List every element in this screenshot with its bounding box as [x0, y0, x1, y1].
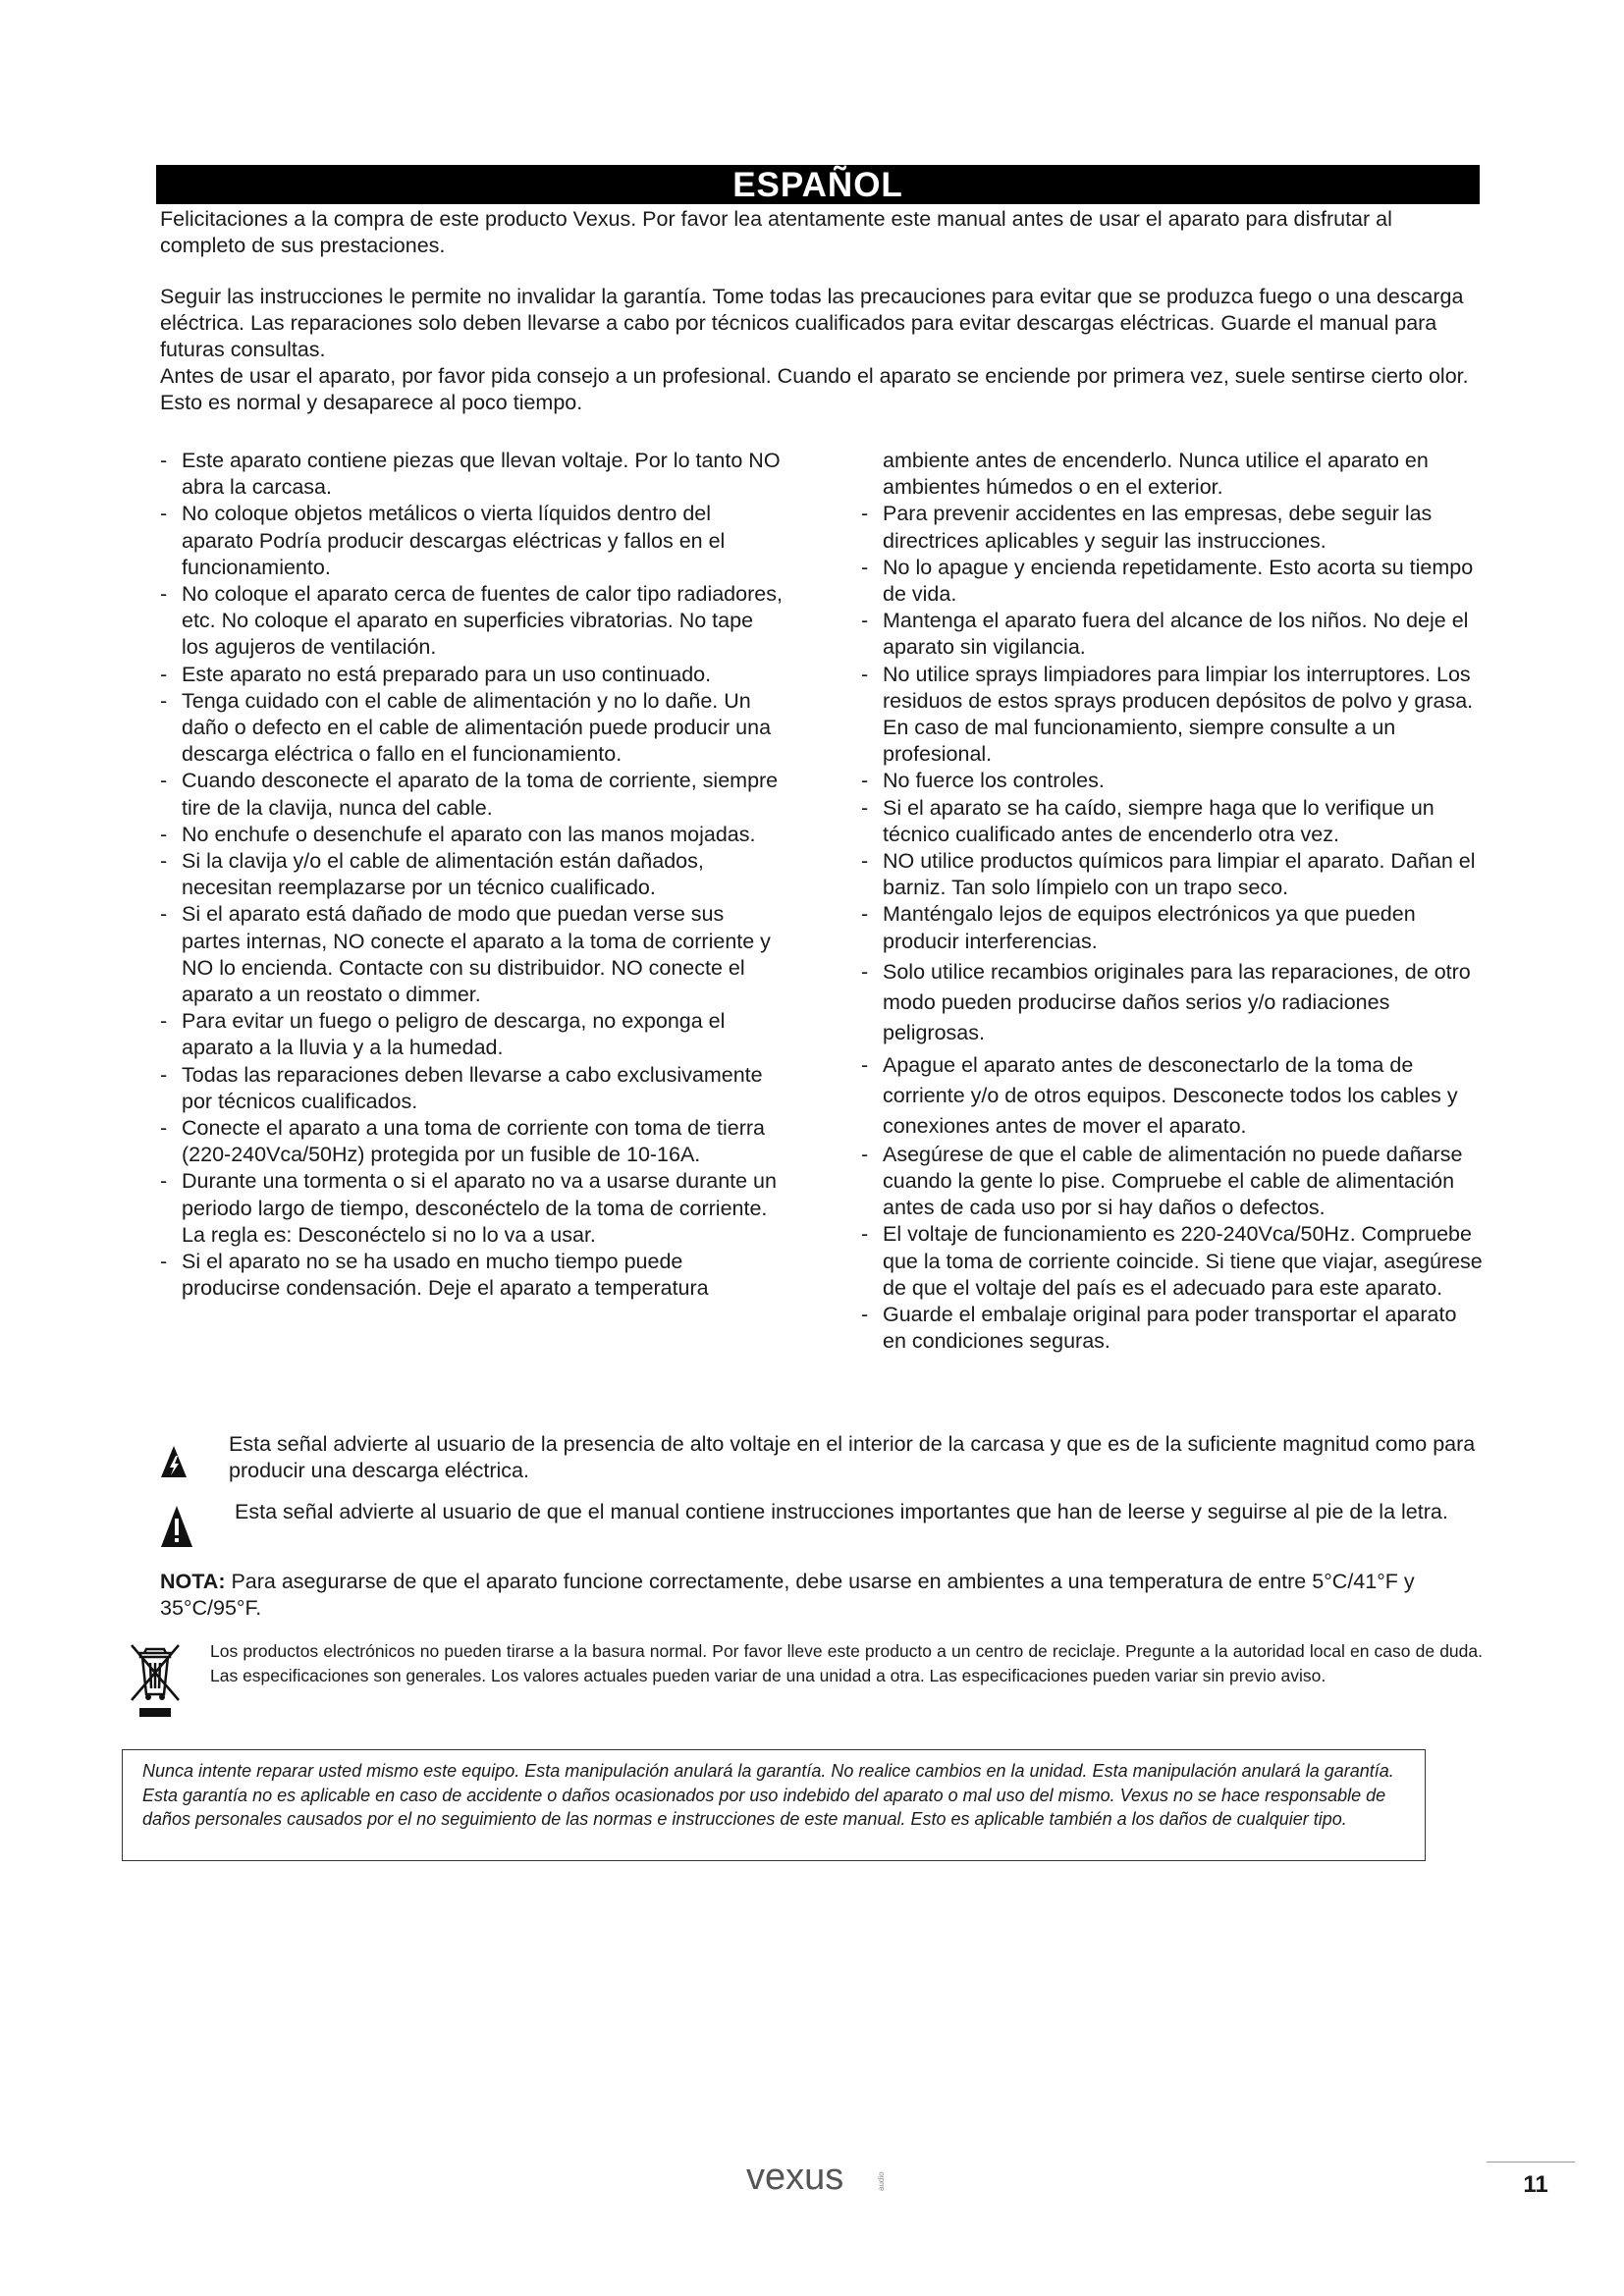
- safety-item: - Apague el aparato antes de desconectarlo de la toma de corriente y/o de otros equipos. Desconecte todos los cables y conexiones antes de mover el aparato.: [861, 1050, 1485, 1142]
- logo-sub: audio: [877, 2171, 886, 2191]
- safety-list-left: [160, 448, 784, 1303]
- vexus-logo: [746, 2156, 893, 2195]
- safety-item: - Tenga cuidado con el cable de alimentación y no lo dañe. Un daño o defecto en el cable de alimentación puede producir una descarga eléctrica o fallo en el funcionamiento.: [160, 688, 784, 769]
- safety-item: - El voltaje de funcionamiento es 220-240Vca/50Hz. Compruebe que la toma de corriente coincide. Si tiene que viajar, asegúrese de que el voltaje del país es el adecuado para este aparato.: [861, 1221, 1485, 1302]
- safety-item: - Guarde el embalaje original para poder transportar el aparato en condiciones seguras.: [861, 1302, 1485, 1355]
- intro-text-1: Felicitaciones a la compra de este producto Vexus. Por favor lea atentamente este manual antes de usar el aparato para disfrutar al completo de sus prestaciones.: [160, 207, 1392, 257]
- crossed-out-bin-icon: [128, 1639, 183, 1720]
- safety-list-right: [861, 448, 1485, 1355]
- safety-item: - Todas las reparaciones deben llevarse a cabo exclusivamente por técnicos cualificados.: [160, 1062, 784, 1115]
- safety-item: - No utilice sprays limpiadores para limpiar los interruptores. Los residuos de estos sprays producen depósitos de polvo y grasa. En caso de mal funcionamiento, siempre consulte a un profesional.: [861, 662, 1485, 769]
- intro-text-2: Seguir las instrucciones le permite no invalidar la garantía. Tome todas las precauciones para evitar que se produzca fuego o una descarga eléctrica. Las reparaciones solo deben llevarse a cabo por técnicos cualificados para evitar descargas eléctricas. Guarde el manual para futuras consultas.: [160, 285, 1464, 361]
- exclamation-warning-icon: [160, 1505, 193, 1548]
- safety-item: - NO utilice productos químicos para limpiar el aparato. Dañan el barniz. Tan solo límpielo con un trapo seco.: [861, 848, 1485, 901]
- safety-item: - Si el aparato se ha caído, siempre haga que lo verifique un técnico cualificado antes de encenderlo otra vez.: [861, 795, 1485, 848]
- temperature-note: [160, 1569, 1476, 1622]
- safety-item: - Si el aparato está dañado de modo que puedan verse sus partes internas, NO conecte el aparato a la toma de corriente y NO lo encienda. Contacte con su distribuidor. NO conecte el aparato a un reostato o dimmer.: [160, 901, 784, 1008]
- safety-item: - No enchufe o desenchufe el aparato con las manos mojadas.: [160, 822, 784, 848]
- safety-item-continued: ambiente antes de encenderlo. Nunca utilice el aparato en ambientes húmedos o en el exterior.: [883, 449, 1429, 500]
- page-number-rule: [1487, 2162, 1575, 2163]
- safety-item: - Conecte el aparato a una toma de corriente con toma de tierra (220-240Vca/50Hz) protegida por un fusible de 10-16A.: [160, 1115, 784, 1168]
- section-title-bar: ESPAÑOL: [156, 165, 1480, 204]
- safety-item: - Para prevenir accidentes en las empresas, debe seguir las directrices aplicables y seguir las instrucciones.: [861, 501, 1485, 554]
- instructions-warning: [160, 1499, 1476, 1558]
- recycling-text: Los productos electrónicos no pueden tirarse a la basura normal. Por favor lleve este producto a un centro de reciclaje. Pregunte a la autoridad local en caso de duda. Las especificaciones son generales. Los valores actuales pueden variar de una unidad a otra. Las especificaciones pueden variar sin previo aviso.: [210, 1641, 1483, 1685]
- safety-item: - No lo apague y encienda repetidamente. Esto acorta su tiempo de vida.: [861, 555, 1485, 608]
- intro-text-3: Antes de usar el aparato, por favor pida consejo a un profesional. Cuando el aparato se enciende por primera vez, suele sentirse cierto olor. Esto es normal y desaparece al poco tiempo.: [160, 364, 1469, 414]
- safety-item: - No fuerce los controles.: [861, 768, 1485, 794]
- safety-item: - Para evitar un fuego o peligro de descarga, no exponga el aparato a la lluvia y a la humedad.: [160, 1008, 784, 1061]
- high-voltage-warning-text: Esta señal advierte al usuario de la presencia de alto voltaje en el interior de la carcasa y que es de la suficiente magnitud como para producir una descarga eléctrica.: [229, 1432, 1476, 1482]
- safety-item: - Este aparato contiene piezas que llevan voltaje. Por lo tanto NO abra la carcasa.: [160, 448, 784, 501]
- intro-paragraph-2: [160, 284, 1476, 416]
- safety-item: - Este aparato no está preparado para un uso continuado.: [160, 662, 784, 688]
- page-number: 11: [1523, 2171, 1548, 2198]
- note-text: Para asegurarse de que el aparato funcione correctamente, debe usarse en ambientes a una temperatura de entre 5°C/41°F y 35°C/95°F.: [160, 1570, 1415, 1620]
- safety-item: - Solo utilice recambios originales para las reparaciones, de otro modo pueden producirse daños serios y/o radiaciones peligrosas.: [861, 957, 1485, 1048]
- safety-item: - Mantenga el aparato fuera del alcance de los niños. No deje el aparato sin vigilancia.: [861, 608, 1485, 661]
- svg-text:vexus: [746, 2157, 843, 2195]
- note-label: NOTA:: [160, 1570, 226, 1593]
- safety-item: - Si la clavija y/o el cable de alimentación están dañados, necesitan reemplazarse por un técnico cualificado.: [160, 848, 784, 901]
- safety-item: - No coloque el aparato cerca de fuentes de calor tipo radiadores, etc. No coloque el aparato en superficies vibratorias. No tape los agujeros de ventilación.: [160, 581, 784, 662]
- safety-item: - Si el aparato no se ha usado en mucho tiempo puede producirse condensación. Deje el aparato a temperatura: [160, 1249, 784, 1302]
- high-voltage-warning: [160, 1431, 1476, 1490]
- safety-item: - Manténgalo lejos de equipos electrónicos ya que pueden producir interferencias.: [861, 901, 1485, 954]
- logo-text: vexus: [746, 2157, 844, 2195]
- instructions-warning-text: Esta señal advierte al usuario de que el manual contiene instrucciones importantes que han de leerse y seguirse al pie de la letra.: [235, 1500, 1448, 1523]
- safety-item: - Asegúrese de que el cable de alimentación no puede dañarse cuando la gente lo pise. Compruebe el cable de alimentación antes de cada uso por si hay daños o defectos.: [861, 1142, 1485, 1222]
- intro-paragraph-1: [160, 206, 1476, 259]
- safety-item: - Durante una tormenta o si el aparato no va a usarse durante un periodo largo de tiempo, desconéctelo de la toma de corriente. La regla es: Desconéctelo si no lo va a usar.: [160, 1168, 784, 1249]
- safety-item: - Cuando desconecte el aparato de la toma de corriente, siempre tire de la clavija, nunca del cable.: [160, 768, 784, 821]
- high-voltage-warning-icon: [160, 1445, 188, 1478]
- safety-item: - No coloque objetos metálicos o vierta líquidos dentro del aparato Podría producir descargas eléctricas y fallos en el funcionamiento.: [160, 501, 784, 581]
- warranty-disclaimer-box: Nunca intente reparar usted mismo este equipo. Esta manipulación anulará la garantía. No realice cambios en la unidad. Esta manipulación anulará la garantía. Esta garantía no es aplicable en caso de accidente o daños ocasionados por uso indebido del aparato o mal uso del mismo. Vexus no se hace responsable de daños personales causados por el no seguimiento de las normas e instrucciones de este manual. Esto es aplicable también a los daños de cualquier tipo.: [122, 1749, 1426, 1861]
- recycling-notice: [128, 1639, 1483, 1728]
